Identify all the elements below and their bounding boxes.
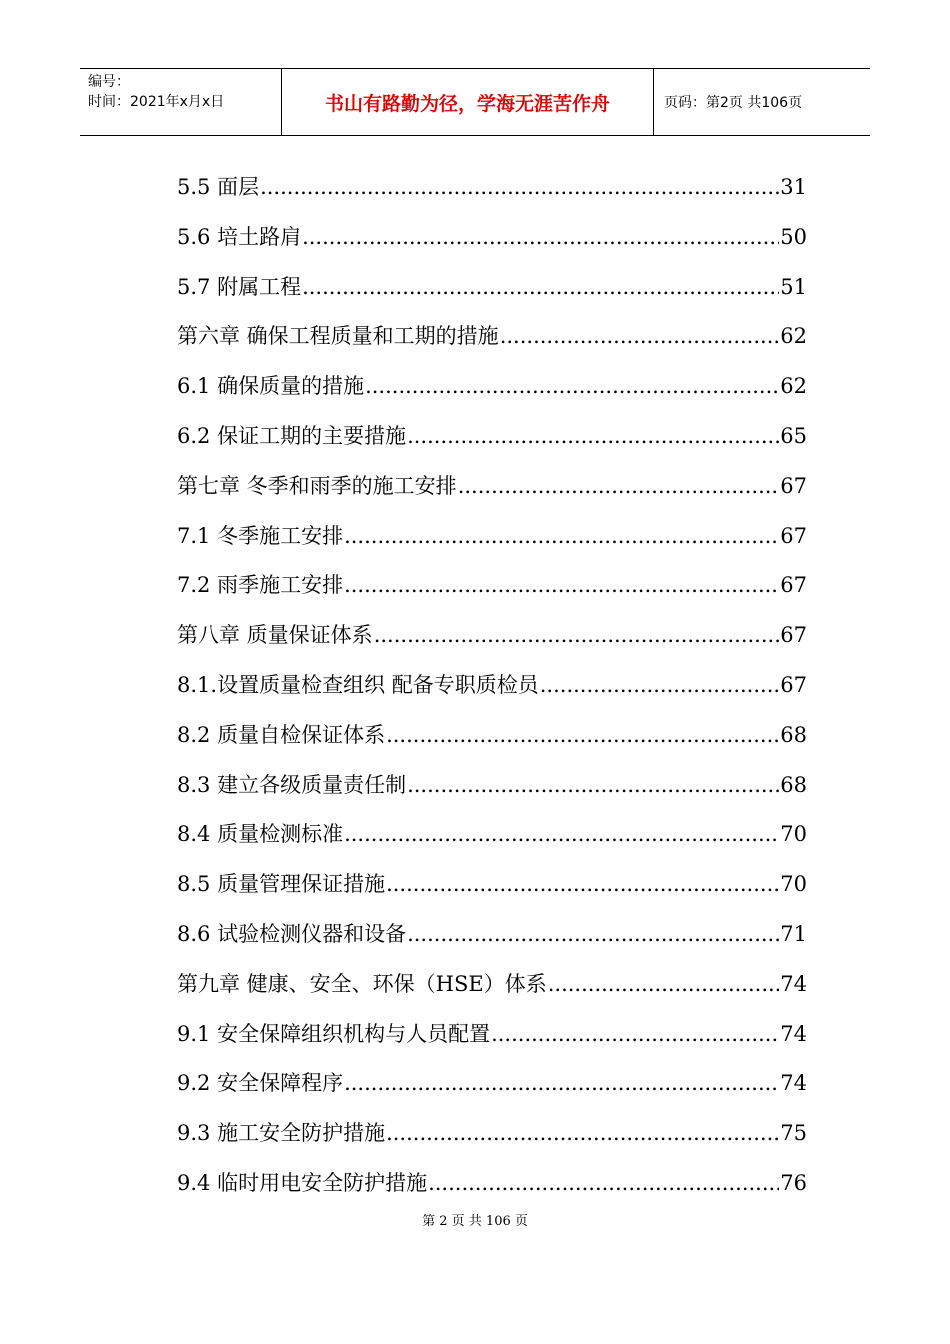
toc-dot-leader	[365, 362, 779, 412]
header-meta	[80, 69, 282, 135]
toc-entry-page-number: 67	[780, 473, 807, 498]
toc-entry-page-number: 67	[780, 523, 807, 548]
toc-entry[interactable]	[177, 960, 807, 1010]
toc-entry-page-number: 51	[780, 274, 807, 299]
toc-entry-page-number: 76	[780, 1170, 807, 1195]
toc-entry-page-number: 70	[780, 872, 807, 897]
toc-entry-page-number: 50	[780, 224, 807, 249]
toc-entry[interactable]	[177, 810, 807, 860]
toc-dot-leader	[407, 761, 779, 811]
toc-entry-title: 5.7 附属工程	[177, 274, 302, 299]
toc-entry-title: 9.1 安全保障组织机构与人员配置	[177, 1021, 491, 1046]
document-number-label: 编号：	[88, 74, 130, 90]
toc-dot-leader	[386, 1109, 779, 1159]
toc-entry[interactable]	[177, 462, 807, 512]
toc-entry[interactable]	[177, 1109, 807, 1159]
toc-entry-page-number: 74	[780, 1071, 807, 1096]
toc-entry-title: 8.6 试验检测仪器和设备	[177, 921, 407, 946]
toc-dot-leader	[344, 561, 779, 611]
page-header	[80, 68, 870, 136]
toc-entry[interactable]	[177, 711, 807, 761]
toc-entry-page-number: 67	[780, 672, 807, 697]
document-date: 时间：2021年x月x日	[88, 94, 225, 110]
toc-entry[interactable]	[177, 910, 807, 960]
header-page-info: 页码：第2页 共106页	[664, 95, 803, 111]
toc-entry-title: 5.5 面层	[177, 175, 260, 199]
header-motto-cell	[282, 69, 654, 135]
toc-entry[interactable]	[177, 512, 807, 562]
toc-entry[interactable]	[177, 1059, 807, 1109]
toc-entry[interactable]	[177, 1010, 807, 1060]
toc-entry-title: 9.2 安全保障程序	[177, 1071, 344, 1096]
toc-entry[interactable]	[177, 561, 807, 611]
toc-entry-title: 8.2 质量自检保证体系	[177, 722, 386, 747]
toc-entry-title: 第九章 健康、安全、环保（HSE）体系	[177, 971, 547, 996]
toc-entry-page-number: 68	[780, 722, 807, 747]
toc-entry[interactable]	[177, 412, 807, 462]
toc-dot-leader	[548, 960, 780, 1010]
toc-dot-leader	[260, 163, 779, 213]
toc-entry[interactable]	[177, 362, 807, 412]
toc-entry-title: 8.1.设置质量检查组织 配备专职质检员	[177, 672, 539, 697]
header-motto: 书山有路勤为径，学海无涯苦作舟	[324, 92, 610, 115]
toc-entry-page-number: 74	[780, 971, 807, 996]
toc-dot-leader	[302, 263, 779, 313]
toc-entry[interactable]	[177, 163, 807, 213]
toc-entry-title: 第八章 质量保证体系	[177, 623, 373, 648]
toc-dot-leader	[407, 412, 779, 462]
toc-dot-leader	[302, 213, 779, 263]
toc-entry-title: 9.4 临时用电安全防护措施	[177, 1170, 428, 1195]
toc-entry[interactable]	[177, 1159, 807, 1209]
toc-entry[interactable]	[177, 611, 807, 661]
toc-entry-page-number: 68	[780, 772, 807, 797]
toc-entry[interactable]	[177, 860, 807, 910]
toc-entry-title: 8.4 质量检测标准	[177, 822, 344, 847]
toc-entry-title: 第七章 冬季和雨季的施工安排	[177, 473, 457, 498]
header-page-cell	[654, 69, 870, 135]
toc-entry[interactable]	[177, 761, 807, 811]
toc-dot-leader	[374, 611, 780, 661]
toc-entry-page-number: 67	[780, 623, 807, 648]
page-footer: 第 2 页 共 106 页	[422, 1214, 528, 1229]
toc-dot-leader	[386, 860, 779, 910]
toc-entry-page-number: 65	[780, 423, 807, 448]
toc-entry-title: 8.3 建立各级质量责任制	[177, 772, 407, 797]
toc-entry-page-number: 75	[780, 1121, 807, 1146]
toc-entry-page-number: 62	[780, 324, 807, 349]
toc-entry[interactable]	[177, 312, 807, 362]
toc-entry-page-number: 74	[780, 1021, 807, 1046]
toc-entry-page-number: 67	[780, 573, 807, 598]
toc-entry-page-number: 31	[780, 175, 807, 199]
toc-entry[interactable]	[177, 661, 807, 711]
toc-entry-page-number: 71	[780, 921, 807, 946]
toc-dot-leader	[491, 1010, 779, 1060]
toc-dot-leader	[500, 312, 780, 362]
toc-entry[interactable]	[177, 213, 807, 263]
toc-dot-leader	[386, 711, 779, 761]
toc-entry-title: 第六章 确保工程质量和工期的措施	[177, 324, 499, 349]
toc-dot-leader	[407, 910, 779, 960]
toc-entry-title: 8.5 质量管理保证措施	[177, 872, 386, 897]
toc-dot-leader	[540, 661, 780, 711]
toc-dot-leader	[428, 1159, 779, 1209]
toc-dot-leader	[344, 1059, 779, 1109]
toc-dot-leader	[344, 512, 779, 562]
toc-entry-title: 6.2 保证工期的主要措施	[177, 423, 407, 448]
toc-dot-leader	[344, 810, 779, 860]
toc-entry-title: 5.6 培土路肩	[177, 224, 302, 249]
toc-entry-title: 7.2 雨季施工安排	[177, 573, 344, 598]
toc-entry-title: 9.3 施工安全防护措施	[177, 1121, 386, 1146]
toc-entry-page-number: 62	[780, 374, 807, 399]
toc-entry-title: 6.1 确保质量的措施	[177, 374, 365, 399]
table-of-contents	[177, 163, 807, 1209]
toc-entry-title: 7.1 冬季施工安排	[177, 523, 344, 548]
toc-entry[interactable]	[177, 263, 807, 313]
toc-entry-page-number: 70	[780, 822, 807, 847]
toc-dot-leader	[458, 462, 780, 512]
